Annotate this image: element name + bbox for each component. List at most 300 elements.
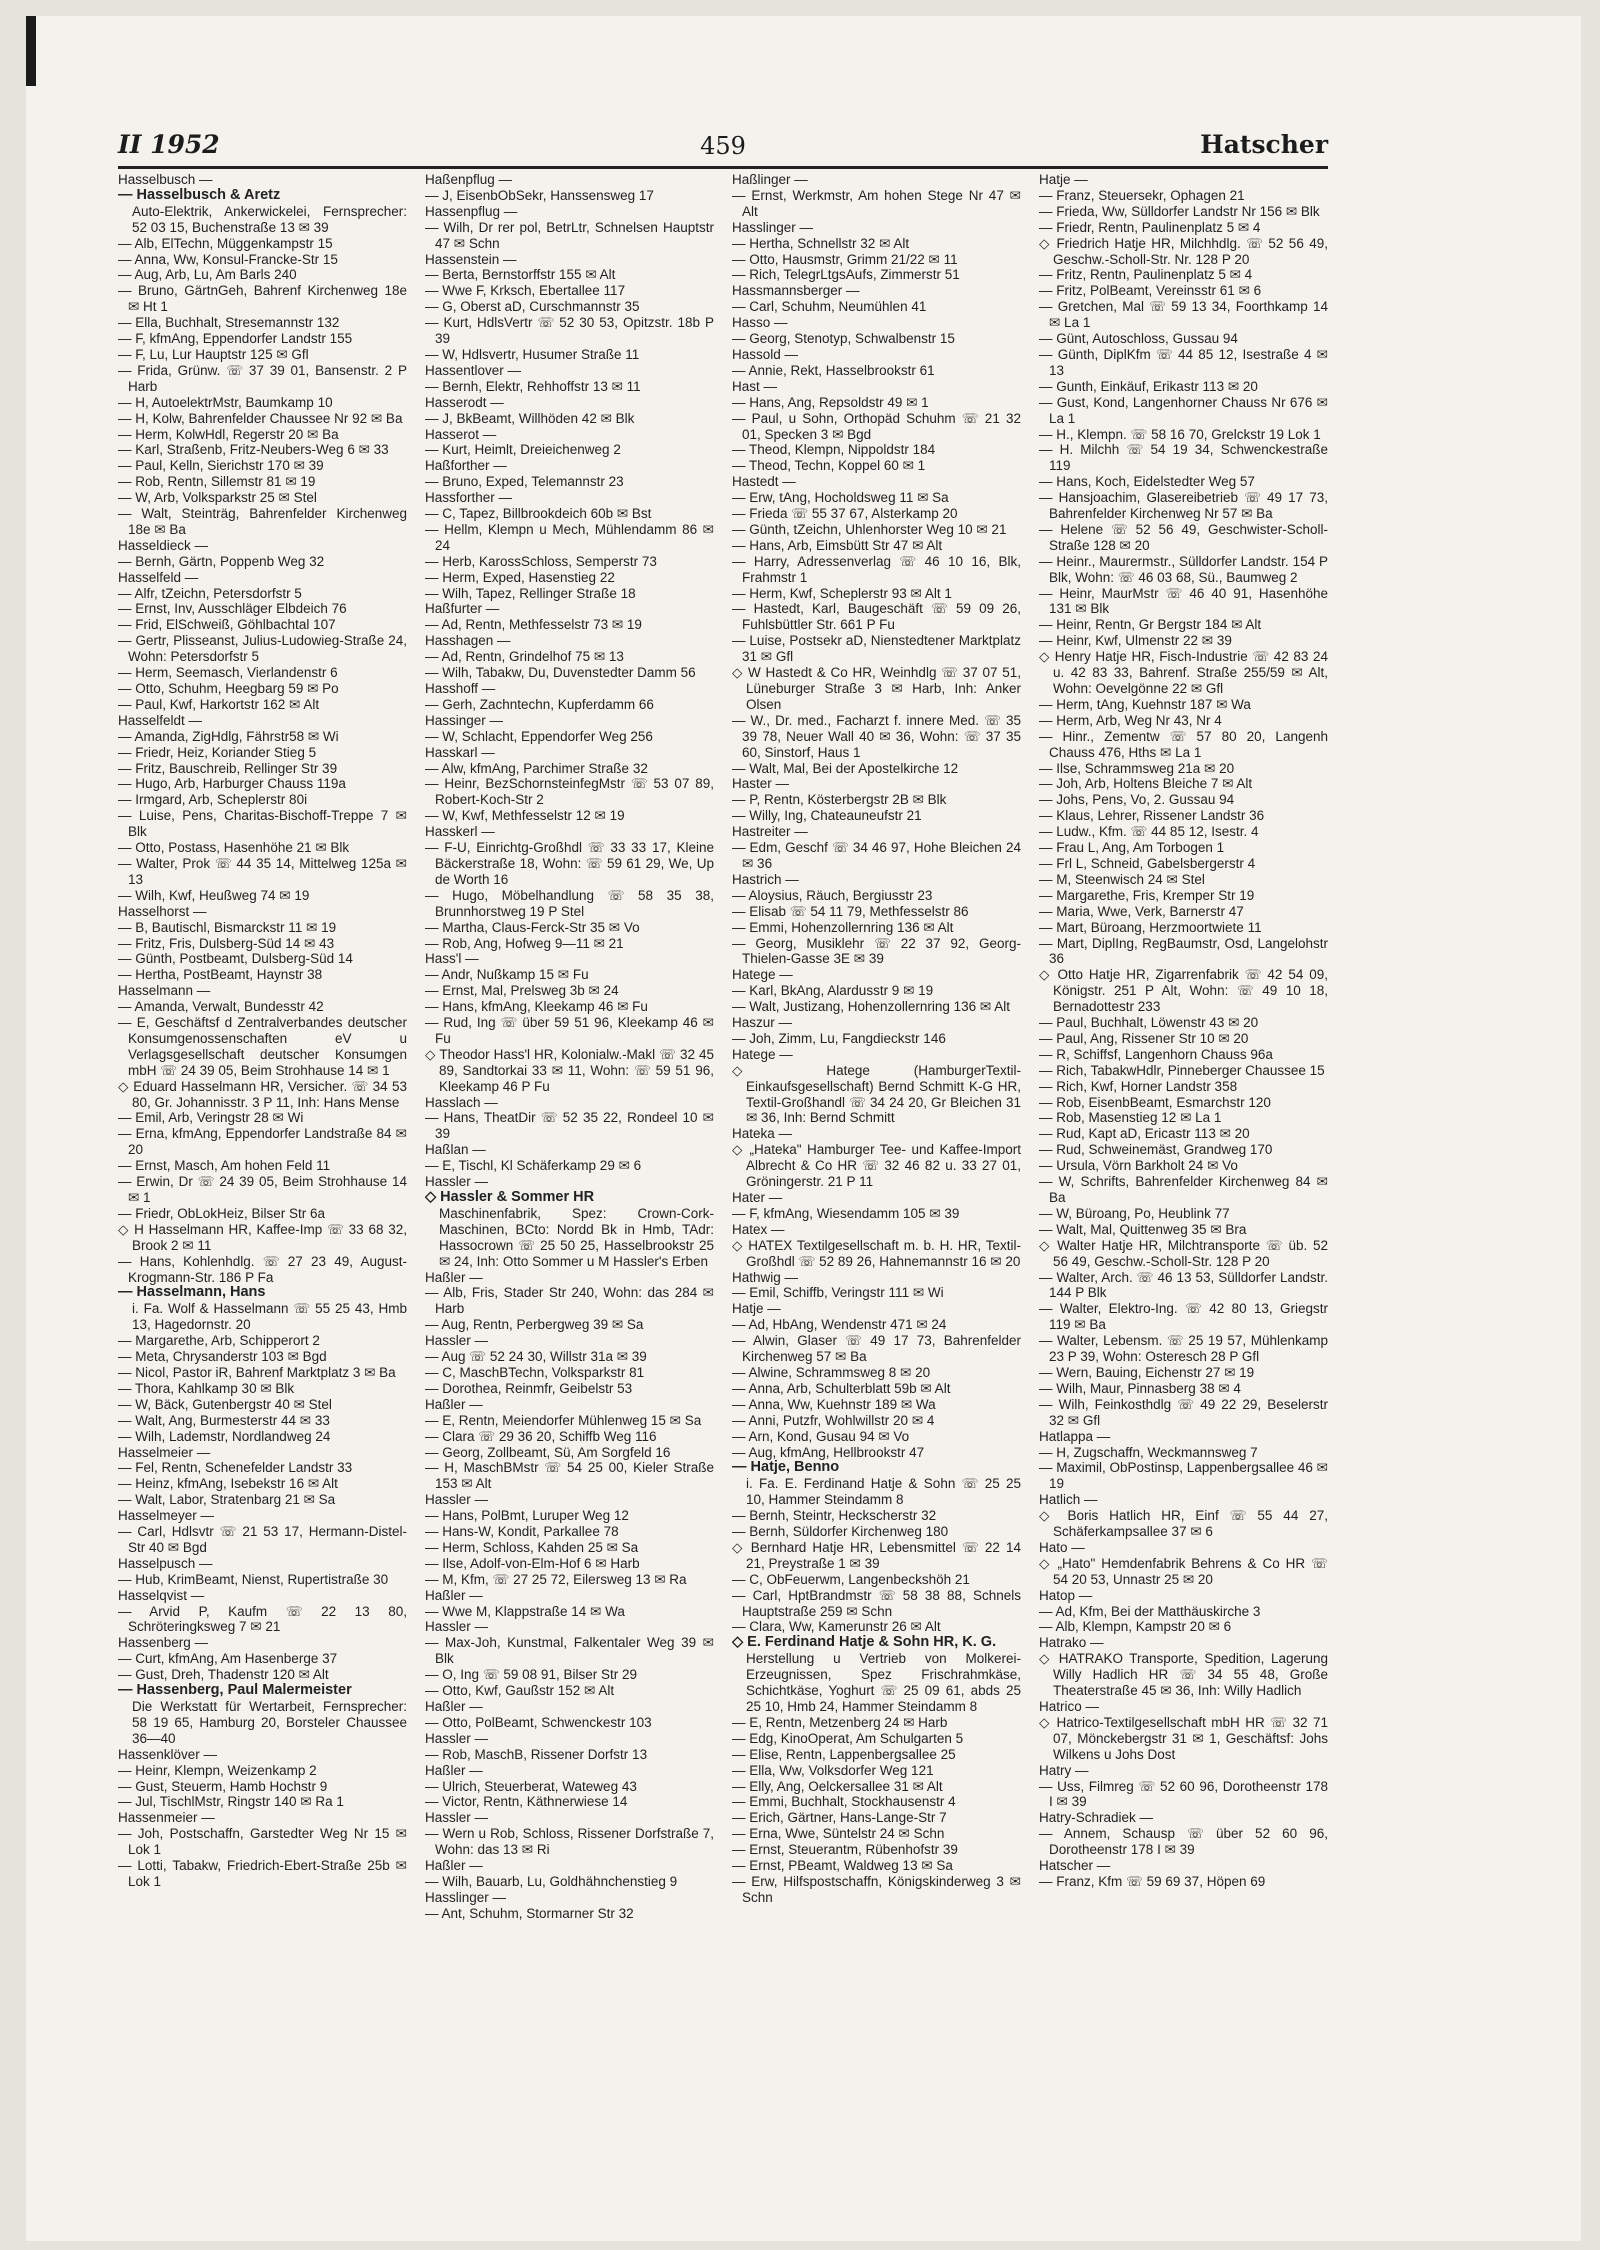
directory-entry: — Gerh, Zachntechn, Kupferdamm 66 — [425, 696, 654, 712]
directory-entry: — Hans, Kohlenhdlg. ☏ 27 23 49, August-Krogmann-Str. 186 P Fa — [118, 1253, 407, 1285]
directory-entry: — Günth, DiplKfm ☏ 44 85 12, Isestraße 4 ✉ 13 — [1039, 346, 1328, 378]
directory-entry: — Ulrich, Steuerberat, Wateweg 43 — [425, 1778, 637, 1794]
directory-entry: — Amanda, ZigHdlg, Fährstr58 ✉ Wi — [118, 728, 339, 744]
directory-entry: — Ilse, Schrammsweg 21a ✉ 20 — [1039, 760, 1235, 776]
surname-heading: Hasslinger — — [732, 219, 814, 235]
directory-entry: — Aloysius, Räuch, Bergiusstr 23 — [732, 887, 933, 903]
directory-entry: — Irmgard, Arb, Scheplerstr 80i — [118, 792, 308, 808]
directory-entry: — Ad, Rentn, Methfesselstr 73 ✉ 19 — [425, 617, 642, 633]
directory-entry: — Wilh, Kwf, Heußweg 74 ✉ 19 — [118, 887, 310, 903]
surname-heading: Hasslinger — — [425, 1889, 507, 1905]
directory-entry: — Hans, Ang, Repsoldstr 49 ✉ 1 — [732, 394, 929, 410]
directory-entry: — Hassenberg, Paul Malermeister — [118, 1682, 352, 1699]
directory-entry: — Franz, Kfm ☏ 59 69 37, Höpen 69 — [1039, 1873, 1266, 1889]
surname-heading: Hatop — — [1039, 1587, 1093, 1603]
directory-entry: — Hertha, Schnellstr 32 ✉ Alt — [732, 235, 910, 251]
directory-entry: — Heinr, Kwf, Ulmenstr 22 ✉ 39 — [1039, 633, 1232, 649]
directory-entry: — Walter, Elektro-Ing. ☏ 42 80 13, Griegstr 119 ✉ Ba — [1039, 1301, 1328, 1333]
directory-entry: ◇ Otto Hatje HR, Zigarrenfabrik ☏ 42 54 09, Königstr. 251 P Alt, Wohn: ☏ 49 10 18, Bernadottestr 233 — [1039, 967, 1328, 1015]
directory-entry: — Joh, Postschaffn, Garstedter Weg Nr 15 ✉ Lok 1 — [118, 1826, 407, 1858]
directory-entry: — Hans, PolBmt, Luruper Weg 12 — [425, 1508, 629, 1524]
directory-entry: — Herm, Schloss, Kahden 25 ✉ Sa — [425, 1539, 639, 1555]
directory-entry: — W, Bäck, Gutenbergstr 40 ✉ Stel — [118, 1396, 332, 1412]
directory-entry: — Erna, Wwe, Süntelstr 24 ✉ Schn — [732, 1826, 945, 1842]
directory-entry: — Karl, BkAng, Alardusstr 9 ✉ 19 — [732, 983, 934, 999]
directory-entry: — Fel, Rentn, Schenefelder Landstr 33 — [118, 1460, 353, 1476]
surname-heading: Haßler — — [425, 1858, 483, 1874]
surname-heading: Hast — — [732, 378, 778, 394]
directory-entry: — Hasselbusch & Aretz — [118, 186, 281, 203]
surname-heading: Haßfurter — — [425, 601, 500, 617]
directory-entry: — Alb, Fris, Stader Str 240, Wohn: das 284 ✉ Harb — [425, 1285, 714, 1317]
column-4 — [1039, 172, 1328, 2232]
directory-entry: — Hatje, Benno — [732, 1459, 840, 1476]
directory-entry: — Otto, Hausmstr, Grimm 21/22 ✉ 11 — [732, 251, 958, 267]
directory-entry: — Heinr., Maurermstr., Sülldorfer Landstr. 154 P Blk, Wohn: ☏ 46 03 68, Sü., Baumweg 2 — [1039, 553, 1328, 585]
column-2 — [425, 172, 714, 2232]
directory-entry: ◇ „Hato" Hemdenfabrik Behrens & Co HR ☏ 54 20 53, Unnastr 25 ✉ 20 — [1039, 1555, 1328, 1587]
directory-entry: — Rich, TabakwHdlr, Pinneberger Chaussee 15 — [1039, 1062, 1325, 1078]
surname-heading: Hasselfeldt — — [118, 712, 203, 728]
surname-heading: Hassler — — [425, 1174, 489, 1190]
surname-heading: Haßler — — [425, 1587, 483, 1603]
directory-entry: — Kurt, Heimlt, Dreieichenweg 2 — [425, 442, 621, 458]
directory-entry: — W, Arb, Volksparkstr 25 ✉ Stel — [118, 490, 317, 506]
surname-heading: Haßlan — — [425, 1142, 486, 1158]
entry-detail: Maschinenfabrik, Spez: Crown-Cork-Maschinen, BCto: Nordd Bk in Hmb, TAdr: Hassocrown ☏ 25 50 25, Hasselbrookstr 25 ✉ 24, Inh: Otto Sommer u M Hassler's Erben — [439, 1205, 714, 1269]
directory-entry: ◇ HATRAKO Transporte, Spedition, Lagerung Willy Hadlich HR ☏ 34 55 48, Große Theaterstraße 45 ✉ 36, Inh: Willy Hadlich — [1039, 1651, 1328, 1699]
directory-entry: — Wwe M, Klappstraße 14 ✉ Wa — [425, 1603, 625, 1619]
directory-entry: — Annie, Rekt, Hasselbrookstr 61 — [732, 362, 935, 378]
directory-entry: — Ad, Rentn, Grindelhof 75 ✉ 13 — [425, 649, 624, 665]
directory-entry: — Wern, Bauing, Eichenstr 27 ✉ 19 — [1039, 1364, 1255, 1380]
directory-entry: — P, Rentn, Kösterbergstr 2B ✉ Blk — [732, 792, 947, 808]
directory-entry: — Ilse, Adolf-von-Elm-Hof 6 ✉ Harb — [425, 1555, 640, 1571]
directory-entry: — Gust, Kond, Langenhorner Chauss Nr 676 ✉ La 1 — [1039, 394, 1328, 426]
directory-entry: — Dorothea, Reinmfr, Geibelstr 53 — [425, 1380, 633, 1396]
surname-heading: Hatege — — [732, 967, 793, 983]
surname-heading: Hass'l — — [425, 951, 479, 967]
directory-entry: — Johs, Pens, Vo, 2. Gussau 94 — [1039, 792, 1235, 808]
directory-entry: — Hastedt, Karl, Baugeschäft ☏ 59 09 26, Fuhlsbüttler Str. 661 P Fu — [732, 601, 1021, 633]
column-3 — [732, 172, 1021, 2232]
surname-heading: Hasshagen — — [425, 633, 511, 649]
directory-entry: — Nicol, Pastor iR, Bahrenf Marktplatz 3 ✉ Ba — [118, 1364, 396, 1380]
directory-entry: — Hans, Arb, Eimsbütt Str 47 ✉ Alt — [732, 537, 943, 553]
directory-entry: — Harry, Adressenverlag ☏ 46 10 16, Blk, Frahmstr 1 — [732, 553, 1021, 585]
directory-entry: ◇ Eduard Hasselmann HR, Versicher. ☏ 34 53 80, Gr. Johannisstr. 3 P 11, Inh: Hans Mense — [118, 1078, 407, 1110]
directory-entry: — Emil, Schiffb, Veringstr 111 ✉ Wi — [732, 1285, 944, 1301]
directory-entry: — Ernst, Werkmstr, Am hohen Stege Nr 47 ✉ Alt — [732, 187, 1021, 219]
surname-heading: Hatje — — [1039, 172, 1088, 187]
directory-entry: — Aug ☏ 52 24 30, Willstr 31a ✉ 39 — [425, 1349, 647, 1365]
surname-heading: Haßler — — [425, 1762, 483, 1778]
surname-heading: Hasslach — — [425, 1094, 498, 1110]
directory-entry: — Herm, Exped, Hasenstieg 22 — [425, 569, 615, 585]
directory-entry: ◇ Theodor Hass'l HR, Kolonialw.-Makl ☏ 32 45 89, Sandtorkai 33 ✉ 11, Wohn: ☏ 59 51 96, Kleekamp 46 P Fu — [425, 1046, 714, 1094]
entry-detail: i. Fa. E. Ferdinand Hatje & Sohn ☏ 25 25 10, Hammer Steindamm 8 — [746, 1476, 1021, 1508]
directory-entry: — Herm, Seemasch, Vierlandenstr 6 — [118, 665, 338, 681]
directory-entry: — Georg, Zollbeamt, Sü, Am Sorgfeld 16 — [425, 1444, 671, 1460]
directory-entry: — Wern u Rob, Schloss, Rissener Dorfstraße 7, Wohn: das 13 ✉ Ri — [425, 1826, 714, 1858]
surname-heading: Hatry — — [1039, 1762, 1089, 1778]
directory-entry: — Rud, Kapt aD, Ericastr 113 ✉ 20 — [1039, 1126, 1250, 1142]
directory-entry: — Gertr, Plisseanst, Julius-Ludowieg-Straße 24, Wohn: Petersdorfstr 5 — [118, 633, 407, 665]
directory-entry: — E, Rentn, Metzenberg 24 ✉ Harb — [732, 1714, 948, 1730]
directory-entry: — Heinr, Rentn, Gr Bergstr 184 ✉ Alt — [1039, 617, 1262, 633]
surname-heading: Hathwig — — [732, 1269, 799, 1285]
surname-heading: Hassenpflug — — [425, 203, 518, 219]
directory-entry: — Bernh, Gärtn, Poppenb Weg 32 — [118, 553, 325, 569]
directory-entry: — Margarethe, Fris, Kremper Str 19 — [1039, 887, 1255, 903]
directory-entry: — Rob, Ang, Hofweg 9—11 ✉ 21 — [425, 935, 624, 951]
directory-entry: — Elise, Rentn, Lappenbergsallee 25 — [732, 1746, 956, 1762]
surname-heading: Hasselmann — — [118, 983, 211, 999]
directory-entry: — Ella, Ww, Volksdorfer Weg 121 — [732, 1762, 934, 1778]
directory-entry: — Bruno, GärtnGeh, Bahrenf Kirchenweg 18e ✉ Ht 1 — [118, 283, 407, 315]
directory-entry: — Herm, Arb, Weg Nr 43, Nr 4 — [1039, 712, 1222, 728]
directory-entry: — Ursula, Vörn Barkholt 24 ✉ Vo — [1039, 1158, 1238, 1174]
directory-entry: — Wilh, Maur, Pinnasberg 38 ✉ 4 — [1039, 1380, 1241, 1396]
directory-entry: — Ernst, PBeamt, Waldweg 13 ✉ Sa — [732, 1858, 953, 1874]
directory-entry: — Kurt, HdlsVertr ☏ 52 30 53, Opitzstr. 18b P 39 — [425, 315, 714, 347]
directory-entry: — Maximil, ObPostinsp, Lappenbergsallee 46 ✉ 19 — [1039, 1460, 1328, 1492]
surname-heading: Haßenpflug — — [425, 172, 513, 187]
directory-columns — [118, 172, 1328, 2232]
directory-entry: — Willy, Ing, Chateauneufstr 21 — [732, 808, 922, 824]
directory-entry: — Andr, Nußkamp 15 ✉ Fu — [425, 967, 589, 983]
directory-entry: — Emmi, Buchhalt, Stockhausenstr 4 — [732, 1794, 956, 1810]
directory-entry: — Anna, Ww, Konsul-Francke-Str 15 — [118, 251, 338, 267]
directory-entry: — Mart, Büroang, Herzmoortwiete 11 — [1039, 919, 1262, 935]
surname-heading: Hasselmeier — — [118, 1444, 211, 1460]
directory-entry: — H., Klempn. ☏ 58 16 70, Grelckstr 19 Lok 1 — [1039, 426, 1321, 442]
directory-entry: — Günth, Postbeamt, Dulsberg-Süd 14 — [118, 951, 353, 967]
surname-heading: Hassforther — — [425, 490, 513, 506]
surname-heading: Hatscher — — [1039, 1858, 1111, 1874]
entry-detail: i. Fa. Wolf & Hasselmann ☏ 55 25 43, Hmb 13, Hagedornstr. 20 — [132, 1301, 407, 1333]
directory-entry: ◇ E. Ferdinand Hatje & Sohn HR, K. G. — [732, 1634, 997, 1651]
directory-entry: — Edg, KinoOperat, Am Schulgarten 5 — [732, 1730, 964, 1746]
directory-entry: — F, Lu, Lur Hauptstr 125 ✉ Gfl — [118, 346, 309, 362]
directory-entry: — Luise, Pens, Charitas-Bischoff-Treppe 7 ✉ Blk — [118, 808, 407, 840]
directory-entry: ◇ Boris Hatlich HR, Einf ☏ 55 44 27, Schäferkampsallee 37 ✉ 6 — [1039, 1508, 1328, 1540]
directory-entry: — Heinr, MaurMstr ☏ 46 40 91, Hasenhöhe 131 ✉ Blk — [1039, 585, 1328, 617]
directory-entry: — Theod, Techn, Koppel 60 ✉ 1 — [732, 458, 926, 474]
directory-entry: — Bernh, Elektr, Rehhoffstr 13 ✉ 11 — [425, 378, 641, 394]
directory-entry: — Aug, Arb, Lu, Am Barls 240 — [118, 267, 297, 283]
surname-heading: Hasselmeyer — — [118, 1508, 215, 1524]
surname-heading: Haster — — [732, 776, 790, 792]
directory-entry: — W, Schlacht, Eppendorfer Weg 256 — [425, 728, 653, 744]
surname-heading: Hasserot — — [425, 426, 497, 442]
directory-entry: — Wilh, Bauarb, Lu, Goldhähnchenstieg 9 — [425, 1873, 678, 1889]
directory-entry: — Frl L, Schneid, Gabelsbergerstr 4 — [1039, 855, 1256, 871]
directory-entry: — Anna, Arb, Schulterblatt 59b ✉ Alt — [732, 1380, 951, 1396]
directory-entry: — Martha, Claus-Ferck-Str 35 ✉ Vo — [425, 919, 640, 935]
surname-heading: Hasselfeld — — [118, 569, 199, 585]
column-1 — [118, 172, 407, 2232]
directory-entry: — Georg, Stenotyp, Schwalbenstr 15 — [732, 331, 955, 347]
directory-entry: — E, Rentn, Meiendorfer Mühlenweg 15 ✉ Sa — [425, 1412, 702, 1428]
directory-entry: ◇ H Hasselmann HR, Kaffee-Imp ☏ 33 68 32, Brook 2 ✉ 11 — [118, 1221, 407, 1253]
surname-heading: Hassenberg — — [118, 1635, 209, 1651]
directory-entry: — C, ObFeuerwm, Langenbeckshöh 21 — [732, 1571, 970, 1587]
directory-entry: ◇ Henry Hatje HR, Fisch-Industrie ☏ 42 83 24 u. 42 83 33, Bahrenf. Straße 255/59 ✉ Alt, Wohn: Oevelgönne 22 ✉ Gfl — [1039, 649, 1328, 696]
surname-heading: Hater — — [732, 1190, 783, 1205]
directory-entry: ◇ Bernhard Hatje HR, Lebensmittel ☏ 22 14 21, Preystraße 1 ✉ 39 — [732, 1539, 1021, 1571]
directory-entry: — Aug, Rentn, Perbergweg 39 ✉ Sa — [425, 1317, 644, 1333]
directory-entry: — Friedr, Heiz, Koriander Stieg 5 — [118, 744, 317, 760]
directory-entry: — Max-Joh, Kunstmal, Falkentaler Weg 39 ✉ Blk — [425, 1635, 714, 1667]
surname-heading: Haßler — — [425, 1396, 483, 1412]
directory-entry: — Rud, Schweinemäst, Grandweg 170 — [1039, 1142, 1273, 1158]
surname-heading: Hatlich — — [1039, 1492, 1098, 1508]
directory-entry: — Fritz, Rentn, Paulinenplatz 5 ✉ 4 — [1039, 267, 1253, 283]
surname-heading: Hassenklöver — — [118, 1746, 218, 1762]
directory-entry: ◇ Hatrico-Textilgesellschaft mbH HR ☏ 32 71 07, Mönckebergstr 31 ✉ 1, Geschäftsf: Johs Wilkens u Johs Dost — [1039, 1714, 1328, 1762]
directory-entry: ◇ Hassler & Sommer HR — [425, 1189, 595, 1205]
directory-entry: — Walter, Arch. ☏ 46 13 53, Sülldorfer Landstr. 144 P Blk — [1039, 1269, 1328, 1301]
surname-heading: Hatex — — [732, 1221, 785, 1237]
directory-entry: — Erw, Hilfspostschaffn, Königskinderweg 3 ✉ Schn — [732, 1873, 1021, 1905]
directory-entry: — Helene ☏ 52 56 49, Geschwister-Scholl-Straße 128 ✉ 20 — [1039, 521, 1328, 553]
directory-entry: — Ad, Kfm, Bei der Matthäuskirche 3 — [1039, 1603, 1261, 1619]
directory-entry: — W., Dr. med., Facharzt f. innere Med. ☏ 35 39 78, Neuer Wall 40 ✉ 36, Wohn: ☏ 37 35 60, Sinstorf, Haus 1 — [732, 712, 1021, 760]
directory-entry: — Lotti, Tabakw, Friedrich-Ebert-Straße 25b ✉ Lok 1 — [118, 1858, 407, 1889]
directory-entry: — Walt, Mal, Bei der Apostelkirche 12 — [732, 760, 959, 776]
directory-entry: — Paul, Kwf, Harkortstr 162 ✉ Alt — [118, 696, 320, 712]
directory-entry: — H, Kolw, Bahrenfelder Chaussee Nr 92 ✉ Ba — [118, 410, 403, 426]
directory-entry: — J, BkBeamt, Willhöden 42 ✉ Blk — [425, 410, 635, 426]
directory-entry: — Luise, Postsekr aD, Nienstedtener Marktplatz 31 ✉ Gfl — [732, 633, 1021, 665]
page-header — [118, 130, 1328, 169]
surname-heading: Hassler — — [425, 1810, 489, 1826]
surname-heading: Hastrich — — [732, 871, 799, 887]
directory-entry: — Gunth, Einkäuf, Erikastr 113 ✉ 20 — [1039, 378, 1258, 394]
surname-heading: Hasskerl — — [425, 824, 495, 840]
directory-entry: — Ernst, Inv, Ausschläger Elbdeich 76 — [118, 601, 347, 617]
directory-entry: — M, Kfm, ☏ 27 25 72, Eilersweg 13 ✉ Ra — [425, 1571, 687, 1587]
surname-heading: Hasselqvist — — [118, 1587, 205, 1603]
directory-entry: — Hans, Koch, Eidelstedter Weg 57 — [1039, 474, 1255, 490]
surname-heading: Hasso — — [732, 315, 788, 331]
directory-entry: — Walt, Labor, Stratenbarg 21 ✉ Sa — [118, 1492, 336, 1508]
directory-entry: — Meta, Chrysanderstr 103 ✉ Bgd — [118, 1349, 327, 1365]
directory-entry: — Curt, kfmAng, Am Hasenberge 37 — [118, 1651, 338, 1667]
directory-entry: — Joh, Zimm, Lu, Fangdieckstr 146 — [732, 1030, 946, 1046]
directory-entry: — Rob, Rentn, Sillemstr 81 ✉ 19 — [118, 474, 316, 490]
directory-entry: — Wwe F, Krksch, Ebertallee 117 — [425, 283, 626, 299]
directory-entry: — Erwin, Dr ☏ 24 39 05, Beim Strohhause 14 ✉ 1 — [118, 1174, 407, 1205]
directory-entry: — Emmi, Hohenzollernring 136 ✉ Alt — [732, 919, 954, 935]
directory-entry: — Erich, Gärtner, Hans-Lange-Str 7 — [732, 1810, 947, 1826]
directory-entry: — Ernst, Masch, Am hohen Feld 11 — [118, 1158, 331, 1174]
surname-heading: Hatje — — [732, 1301, 781, 1317]
directory-entry: — O, Ing ☏ 59 08 91, Bilser Str 29 — [425, 1667, 637, 1683]
directory-entry: — Arn, Kond, Gusau 94 ✉ Vo — [732, 1428, 910, 1444]
directory-entry: — Frida, Grünw. ☏ 37 39 01, Bansenstr. 2 P Harb — [118, 362, 407, 394]
directory-entry: — J, EisenbObSekr, Hanssensweg 17 — [425, 187, 654, 203]
directory-entry: — Otto, PolBeamt, Schwenckestr 103 — [425, 1714, 652, 1730]
directory-entry: — Walt, Mal, Quittenweg 35 ✉ Bra — [1039, 1221, 1247, 1237]
directory-entry: ◇ Walter Hatje HR, Milchtransporte ☏ üb. 52 56 49, Geschw.-Scholl-Str. 128 P 20 — [1039, 1237, 1328, 1269]
directory-entry: ◇ Hatege (HamburgerTextil-Einkaufsgesellschaft) Bernd Schmitt K-G HR, Textil-Großhandl ☏ 34 24 20, Gr Bleichen 31 ✉ 36, Inh: Bernd Schmitt — [732, 1062, 1021, 1126]
directory-entry: — Alw, kfmAng, Parchimer Straße 32 — [425, 760, 648, 776]
page-number: 459 — [700, 132, 746, 160]
directory-entry: — Frieda ☏ 55 37 67, Alsterkamp 20 — [732, 506, 958, 522]
directory-entry: — H, Zugschaffn, Weckmannsweg 7 — [1039, 1444, 1258, 1460]
directory-entry: — Mart, DiplIng, RegBaumstr, Osd, Langelohstr 36 — [1039, 935, 1328, 967]
directory-entry: — Fritz, Bauschreib, Rellinger Str 39 — [118, 760, 338, 776]
directory-entry: — Gust, Dreh, Thadenstr 120 ✉ Alt — [118, 1667, 329, 1683]
surname-heading: Hatry-Schradiek — — [1039, 1810, 1154, 1826]
directory-entry: — Joh, Arb, Holtens Bleiche 7 ✉ Alt — [1039, 776, 1253, 792]
directory-entry: — Wilh, Dr rer pol, BetrLtr, Schnelsen Hauptstr 47 ✉ Schn — [425, 219, 714, 251]
directory-entry: — Fritz, Fris, Dulsberg-Süd 14 ✉ 43 — [118, 935, 335, 951]
directory-entry: — Paul, Buchhalt, Löwenstr 43 ✉ 20 — [1039, 1015, 1259, 1031]
directory-entry: — Jul, TischlMstr, Ringstr 140 ✉ Ra 1 — [118, 1794, 344, 1810]
directory-entry: — Karl, Straßenb, Fritz-Neubers-Weg 6 ✉ 33 — [118, 442, 389, 458]
directory-entry: — Erw, tAng, Hocholdsweg 11 ✉ Sa — [732, 490, 949, 506]
directory-entry: — Herb, KarossSchloss, Semperstr 73 — [425, 553, 657, 569]
directory-entry: — Aug, kfmAng, Hellbrookstr 47 — [732, 1444, 925, 1460]
directory-entry: — F, kfmAng, Wiesendamm 105 ✉ 39 — [732, 1205, 960, 1221]
directory-entry: — Hellm, Klempn u Mech, Mühlendamm 86 ✉ 24 — [425, 521, 714, 553]
directory-entry: ◇ „Hateka" Hamburger Tee- und Kaffee-Import Albrecht & Co HR ☏ 32 46 82 u. 33 27 01, Gröningerstr. 21 P 11 — [732, 1142, 1021, 1190]
directory-entry: — Hans, kfmAng, Kleekamp 46 ✉ Fu — [425, 999, 648, 1015]
directory-entry: — Arvid P, Kaufm ☏ 22 13 80, Schröteringksweg 7 ✉ 21 — [118, 1603, 407, 1635]
directory-entry: — Alb, Klempn, Kampstr 20 ✉ 6 — [1039, 1619, 1232, 1635]
directory-entry: — Ernst, Mal, Prelsweg 3b ✉ 24 — [425, 983, 619, 999]
surname-heading: Hasselpusch — — [118, 1555, 213, 1571]
directory-entry: — Herm, KolwHdl, Regerstr 20 ✉ Ba — [118, 426, 339, 442]
directory-entry: — Alwine, Schrammsweg 8 ✉ 20 — [732, 1364, 931, 1380]
surname-heading: Hassold — — [732, 346, 799, 362]
directory-entry: — Berta, Bernstorffstr 155 ✉ Alt — [425, 267, 616, 283]
directory-entry: — Frau L, Ang, Am Torbogen 1 — [1039, 840, 1225, 856]
directory-entry: — Fritz, PolBeamt, Vereinsstr 61 ✉ 6 — [1039, 283, 1262, 299]
directory-entry: ◇ Friedrich Hatje HR, Milchhdlg. ☏ 52 56 49, Geschw.-Scholl-Str. Nr. 128 P 20 — [1039, 235, 1328, 267]
directory-entry: — Hinr., Zementw ☏ 57 80 20, Langenh Chauss 476, Hths ✉ La 1 — [1039, 728, 1328, 760]
directory-entry: — W, Hdlsvertr, Husumer Straße 11 — [425, 346, 640, 362]
surname-heading: Hasselbusch — — [118, 172, 213, 187]
directory-entry: — Otto, Schuhm, Heegbarg 59 ✉ Po — [118, 681, 339, 696]
surname-heading: Hasseldieck — — [118, 537, 209, 553]
directory-entry: — Theod, Klempn, Nippoldstr 184 — [732, 442, 936, 458]
directory-entry: — Friedr, ObLokHeiz, Bilser Str 6a — [118, 1205, 326, 1221]
directory-entry: — Ant, Schuhm, Stormarner Str 32 — [425, 1905, 634, 1921]
directory-entry: ◇ HATEX Textilgesellschaft m. b. H. HR, Textil-Großhdl ☏ 52 89 26, Hahnemannstr 16 ✉ 20 — [732, 1237, 1021, 1269]
surname-heading: Hastreiter — — [732, 824, 808, 840]
directory-entry: — Ad, HbAng, Wendenstr 471 ✉ 24 — [732, 1317, 947, 1333]
directory-entry: — B, Bautischl, Bismarckstr 11 ✉ 19 — [118, 919, 337, 935]
directory-entry: — Herm, tAng, Kuehnstr 187 ✉ Wa — [1039, 696, 1251, 712]
directory-entry: — Carl, HptBrandmstr ☏ 58 38 88, Schnels Hauptstraße 259 ✉ Schn — [732, 1587, 1021, 1619]
directory-entry: — Hans, TheatDir ☏ 52 35 22, Rondeel 10 ✉ 39 — [425, 1110, 714, 1142]
entry-detail: Auto-Elektrik, Ankerwickelei, Fernsprecher: 52 03 15, Buchenstraße 13 ✉ 39 — [132, 203, 407, 235]
surname-heading: Hatlappa — — [1039, 1428, 1111, 1444]
directory-entry: — Frid, ElSchweiß, Göhlbachtal 107 — [118, 617, 336, 633]
directory-entry: — Erna, kfmAng, Eppendorfer Landstraße 84 ✉ 20 — [118, 1126, 407, 1158]
directory-entry: — Walter, Prok ☏ 44 35 14, Mittelweg 125a ✉ 13 — [118, 855, 407, 887]
surname-heading: Hassler — — [425, 1333, 489, 1349]
directory-entry: — Hub, KrimBeamt, Nienst, Rupertistraße 30 — [118, 1571, 389, 1587]
directory-entry: — Paul, u Sohn, Orthopäd Schuhm ☏ 21 32 01, Specken 3 ✉ Bgd — [732, 410, 1021, 442]
directory-entry: — Rob, MaschB, Rissener Dorfstr 13 — [425, 1746, 648, 1762]
directory-entry: — Gretchen, Mal ☏ 59 13 34, Foorthkamp 14 ✉ La 1 — [1039, 299, 1328, 331]
directory-entry: — Alfr, tZeichn, Petersdorfstr 5 — [118, 585, 302, 601]
directory-entry: — Hertha, PostBeamt, Haynstr 38 — [118, 967, 323, 983]
directory-entry: — H, AutoelektrMstr, Baumkamp 10 — [118, 394, 333, 410]
surname-heading: Hasselhorst — — [118, 903, 207, 919]
surname-heading: Hasshoff — — [425, 681, 496, 696]
directory-entry: — Wilh, Tapez, Rellinger Straße 18 — [425, 585, 636, 601]
surname-heading: Haßler — — [425, 1699, 483, 1714]
directory-entry: — W, Kwf, Methfesselstr 12 ✉ 19 — [425, 808, 625, 824]
surname-heading: Haßlinger — — [732, 172, 808, 187]
surname-heading: Hassler — — [425, 1492, 489, 1508]
directory-entry: — Bruno, Exped, Telemannstr 23 — [425, 474, 624, 490]
directory-entry: — Victor, Rentn, Käthnerwiese 14 — [425, 1794, 628, 1810]
directory-entry: — Rud, Ing ☏ über 59 51 96, Kleekamp 46 ✉ Fu — [425, 1015, 714, 1046]
directory-entry: — F, kfmAng, Eppendorfer Landstr 155 — [118, 331, 353, 347]
directory-entry: — Thora, Kahlkamp 30 ✉ Blk — [118, 1380, 295, 1396]
directory-entry: — Wilh, Tabakw, Du, Duvenstedter Damm 56 — [425, 665, 696, 681]
directory-entry: — R, Schiffsf, Langenhorn Chauss 96a — [1039, 1046, 1273, 1062]
directory-entry: — Elisab ☏ 54 11 79, Methfesselstr 86 — [732, 903, 969, 919]
surname-heading: Hassenmeier — — [118, 1810, 215, 1826]
directory-entry: — Walt, Ang, Burmesterstr 44 ✉ 33 — [118, 1412, 330, 1428]
surname-heading: Hassler — — [425, 1619, 489, 1635]
directory-entry: — Edm, Geschf ☏ 34 46 97, Hohe Bleichen 24 ✉ 36 — [732, 840, 1021, 871]
directory-entry: — Annem, Schausp ☏ über 52 60 96, Dorotheenstr 178 I ✉ 39 — [1039, 1826, 1328, 1858]
directory-entry: — Ernst, Steuerantm, Rübenhofstr 39 — [732, 1842, 958, 1858]
directory-entry: — Clara ☏ 29 36 20, Schiffb Weg 116 — [425, 1428, 657, 1444]
volume-year: II 1952 — [118, 130, 220, 159]
surname-heading: Hastedt — — [732, 474, 796, 490]
surname-heading: Haßler — — [425, 1269, 483, 1285]
directory-entry: — Heinr, Klempn, Weizenkamp 2 — [118, 1762, 317, 1778]
surname-heading: Hassinger — — [425, 712, 504, 728]
directory-entry: — Alwin, Glaser ☏ 49 17 73, Bahrenfelder Kirchenweg 57 ✉ Ba — [732, 1333, 1021, 1365]
directory-entry: — E, Geschäftsf d Zentralverbandes deutscher Konsumgenossenschaften eV u Verlagsgesellschaft deutscher Konsumgen mbH ☏ 24 39 05, Beim Strohhause 14 ✉ 1 — [118, 1015, 407, 1078]
directory-entry: — Ella, Buchhalt, Stresemannstr 132 — [118, 315, 340, 331]
directory-entry: — Bernh, Süldorfer Kirchenweg 180 — [732, 1524, 949, 1540]
running-head: Hatscher — [1200, 130, 1328, 159]
directory-entry: — Paul, Ang, Rissener Str 10 ✉ 20 — [1039, 1030, 1249, 1046]
directory-entry: — Walter, Lebensm. ☏ 25 19 57, Mühlenkamp 23 P 39, Wohn: Osteresch 28 P Gfl — [1039, 1333, 1328, 1365]
directory-entry: — Georg, Musiklehr ☏ 22 37 92, Georg-Thielen-Gasse 3E ✉ 39 — [732, 935, 1021, 967]
entry-detail: Herstellung u Vertrieb von Molkerei-Erzeugnissen, Spez Frischrahmkäse, Schichtkäse, Yoghurt ☏ 25 09 61, abds 25 25 10, Hmb 24, Hammer Steindamm 8 — [746, 1651, 1021, 1714]
directory-entry: — Friedr, Rentn, Paulinenplatz 5 ✉ 4 — [1039, 219, 1261, 235]
directory-entry: — Hasselmann, Hans — [118, 1284, 266, 1301]
directory-entry: — Amanda, Verwalt, Bundesstr 42 — [118, 999, 324, 1015]
surname-heading: Hatege — — [732, 1046, 793, 1062]
directory-entry: — Heinz, kfmAng, Isebekstr 16 ✉ Alt — [118, 1476, 338, 1492]
directory-entry: — Alb, ElTechn, Müggenkampstr 15 — [118, 235, 333, 251]
directory-entry: — Anna, Ww, Kuehnstr 189 ✉ Wa — [732, 1396, 936, 1412]
directory-page — [26, 16, 1581, 2241]
surname-heading: Hassmannsberger — — [732, 283, 860, 299]
directory-entry: — W, Büroang, Po, Heublink 77 — [1039, 1205, 1230, 1221]
directory-entry: — Gust, Steuerm, Hamb Hochstr 9 — [118, 1778, 328, 1794]
directory-entry: — Klaus, Lehrer, Rissener Landstr 36 — [1039, 808, 1265, 824]
directory-entry: — Franz, Steuersekr, Ophagen 21 — [1039, 187, 1245, 203]
surname-heading: Hassentlover — — [425, 362, 522, 378]
directory-entry: — C, Tapez, Billbrookdeich 60b ✉ Bst — [425, 506, 652, 522]
directory-entry: — Carl, Hdlsvtr ☏ 21 53 17, Hermann-Distel-Str 40 ✉ Bgd — [118, 1524, 407, 1555]
